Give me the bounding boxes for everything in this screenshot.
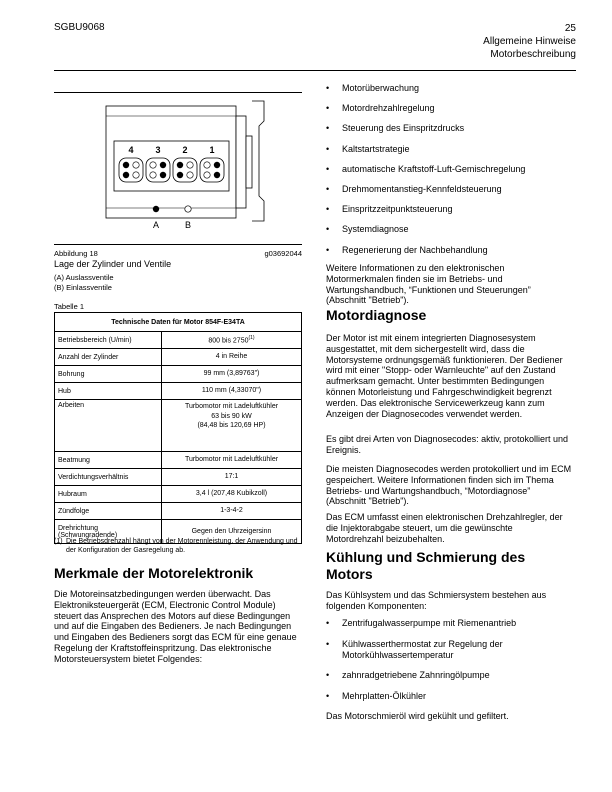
table-row xyxy=(55,383,302,400)
page-number: 25 xyxy=(564,23,576,34)
document-id: SGBU9068 xyxy=(54,22,105,33)
bullet: • xyxy=(326,143,330,154)
table-value: 110 mm (4,33070") xyxy=(162,383,302,400)
list-item-text: Kaltstartstrategie xyxy=(342,143,410,154)
spec-table xyxy=(54,312,302,544)
list-item xyxy=(326,83,572,103)
paragraph-kuehlung-closing: Das Motorschmieröl wird gekühlt und gefiltert. xyxy=(326,711,509,721)
table-value-line: 63 bis 90 kW xyxy=(211,412,252,420)
table-header: Technische Daten für Motor 854F-E34TA xyxy=(55,313,302,332)
table-key: Anzahl der Zylinder xyxy=(55,349,162,366)
table-value xyxy=(162,400,302,452)
table-row xyxy=(55,332,302,349)
paragraph-more-info: Weitere Informationen zu den elektronischen Motormerkmalen finden sie im Betriebs- und Wartungshandbuch, “Funktionen und Steuerungen” (Abschnitt "Betrieb"). xyxy=(326,263,531,306)
bullet: • xyxy=(326,638,330,649)
legend-item-b: (B) Einlassventile xyxy=(54,282,112,292)
legend-letter-b: B xyxy=(184,220,192,230)
figure-title: Lage der Zylinder und Ventile xyxy=(54,259,172,269)
table-row xyxy=(55,366,302,383)
bullet: • xyxy=(326,244,330,255)
table-label: Tabelle 1 xyxy=(54,302,85,311)
figure-number: Abbildung 18 xyxy=(54,249,98,258)
bullet: • xyxy=(326,224,330,235)
page-header-right xyxy=(483,22,576,61)
heading-merkmale: Merkmale der Motorelektronik xyxy=(54,565,254,581)
bullet: • xyxy=(326,204,330,215)
list-item-text: Motordrehzahlregelung xyxy=(342,103,435,114)
figure-bottom-rule xyxy=(54,244,302,245)
table-row xyxy=(55,486,302,503)
list-item-text: Systemdiagnose xyxy=(342,224,409,235)
table-value: 17:1 xyxy=(162,469,302,486)
table-row xyxy=(55,452,302,469)
paragraph-diagnose-1: Der Motor ist mit einem integrierten Diagnosesystem ausgestattet, mit dem sichergestellt wird, dass die Motorsysteme ordnungsgemäß funktionieren. Der Bediener wird mit einer "Stopp- oder Warnleuchte" auf den Zustand aufmerksam gemacht. Unter bestimmten Bedingungen können Motorleistung und Fahrgeschwindigkeit begrenzt werden. Das elektronische Servicewerkzeug kann zum Anzeigen der Diagnosecodes verwendet werden. xyxy=(326,333,563,419)
list-item-text: Drehmomentanstieg-Kennfeldsteuerung xyxy=(342,183,502,194)
list-item-text: Motorüberwachung xyxy=(342,83,420,93)
intake-valve-symbol xyxy=(185,206,191,212)
figure-top-rule xyxy=(54,92,302,93)
cylinder-number-label: 3 xyxy=(155,145,161,155)
list-item-text: Zentrifugalwasserpumpe mit Riemenantrieb xyxy=(342,618,517,628)
heading-motordiagnose: Motordiagnose xyxy=(326,307,427,323)
list-item xyxy=(326,144,572,164)
cylinder-number-label: 1 xyxy=(209,145,215,155)
table-key: Zündfolge xyxy=(55,503,162,520)
list-item xyxy=(326,691,572,702)
cylinder-number-label: 4 xyxy=(128,145,134,155)
table-key-line: (Schwungradende) xyxy=(58,531,118,539)
cylinder-valve-diagram xyxy=(54,96,302,242)
table-value: Turbomotor mit Ladeluftkühler xyxy=(162,452,302,469)
list-item xyxy=(326,670,572,681)
bullet: • xyxy=(326,123,330,134)
cylinder-3 xyxy=(146,158,170,182)
table-key: Bohrung xyxy=(55,366,162,383)
table-value: 3,4 l (207,48 Kubikzoll) xyxy=(162,486,302,503)
bullet: • xyxy=(326,83,330,93)
bullet: • xyxy=(326,670,330,680)
list-item xyxy=(326,245,572,265)
list-item xyxy=(326,103,572,123)
table-key-line: Drehrichtung xyxy=(58,524,99,532)
paragraph-diagnose-3: Die meisten Diagnosecodes werden protokolliert und im ECM gespeichert. Weitere Informationen finden sich im Thema Betriebs- und Wartungshandbuch, “Motordiagnose” (Abschnitt "Betrieb"). xyxy=(326,464,572,507)
table-value: Gegen den Uhrzeigersinn xyxy=(162,520,302,544)
figure-legend xyxy=(54,273,114,292)
list-item xyxy=(326,639,572,661)
subsection-title: Motorbeschreibung xyxy=(490,49,576,60)
list-item xyxy=(326,618,572,629)
paragraph-diagnose-2: Es gibt drei Arten von Diagnosecodes: aktiv, protokolliert und Ereignis. xyxy=(326,434,568,455)
list-item xyxy=(326,224,572,244)
footnote-ref: (1) xyxy=(248,335,255,342)
cylinder-1 xyxy=(200,158,224,182)
table-key: Hub xyxy=(55,383,162,400)
table-row xyxy=(55,469,302,486)
table-value-line: Turbomotor mit Ladeluftkühler xyxy=(184,403,279,410)
legend-item-a: (A) Auslassventile xyxy=(54,273,114,282)
paragraph-kuehlung-intro: Das Kühlsystem und das Schmiersystem bestehen aus folgenden Komponenten: xyxy=(326,590,547,611)
bullet: • xyxy=(326,163,330,174)
table-key: Arbeiten xyxy=(55,400,162,452)
bullet: • xyxy=(326,618,330,628)
section-title: Allgemeine Hinweise xyxy=(483,36,576,47)
table-header-row xyxy=(55,313,302,332)
table-value: 1-3-4-2 xyxy=(162,503,302,520)
heading-kuehlung: Kühlung und Schmierung des Motors xyxy=(326,549,526,582)
table-key: Betriebsbereich (U/min) xyxy=(55,332,162,349)
figure-id: g03692044 xyxy=(264,249,302,258)
table-key: Beatmung xyxy=(55,452,162,469)
list-item-text: Einspritzzeitpunktsteuerung xyxy=(342,204,453,215)
exhaust-valve-symbol xyxy=(153,206,159,212)
component-list xyxy=(326,618,572,711)
cylinder-4 xyxy=(119,158,143,182)
feature-list xyxy=(326,83,572,265)
paragraph-merkmale: Die Motoreinsatzbedingungen werden überwacht. Das Elektroniksteuergerät (ECM, Electronic Control Module) steuert das Ansprechen des Motors auf diese Bedingungen und auf die Eingaben des Bedieners. Je nach Bedingungen und Eingaben des Bedieners sorgt das ECM für eine genaue Regelung der Kraftstoffeinspritzung. Das elektronische Motorsteuersystem bietet Folgendes: xyxy=(54,589,297,664)
cylinder-number-label: 2 xyxy=(182,145,188,155)
table-row xyxy=(55,400,302,452)
list-item-text: automatische Kraftstoff-Luft-Gemischregelung xyxy=(342,163,526,174)
table-key: Hubraum xyxy=(55,486,162,503)
list-item xyxy=(326,184,572,204)
table-footnote xyxy=(54,537,302,555)
bullet: • xyxy=(326,183,330,194)
table-value: 4 in Reihe xyxy=(162,349,302,366)
list-item xyxy=(326,164,572,184)
table-value-text: 800 bis 2750 xyxy=(208,337,249,345)
table-key: Verdichtungsverhältnis xyxy=(55,469,162,486)
table-value xyxy=(162,332,302,349)
table-value-line: (84,48 bis 120,69 HP) xyxy=(197,422,266,429)
list-item-text: Steuerung des Einspritzdrucks xyxy=(342,123,465,134)
legend-letter-a: A xyxy=(152,220,160,230)
bullet: • xyxy=(326,103,330,114)
list-item-text: Kühlwasserthermostat zur Regelung der Motorkühlwassertemperatur xyxy=(342,638,503,660)
footnote-mark: (1) xyxy=(54,538,63,545)
paragraph-diagnose-4: Das ECM umfasst einen elektronischen Drehzahlregler, der die Injektorabgabe steuert, um die gewünschte Motordrehzahl beizubehalten. xyxy=(326,512,563,544)
list-item-text: zahnradgetriebene Zahnringölpumpe xyxy=(342,670,490,680)
table-value: 99 mm (3,89763") xyxy=(162,366,302,383)
list-item-text: Mehrplatten-Ölkühler xyxy=(342,690,427,701)
list-item xyxy=(326,204,572,224)
footnote-text: Die Betriebsdrehzahl hängt von der Motorennleistung, der Anwendung und der Konfiguration der Gasregelung ab. xyxy=(66,538,298,554)
bullet: • xyxy=(326,690,330,701)
header-rule xyxy=(54,70,576,71)
cylinder-2 xyxy=(173,158,197,182)
list-item-text: Regenerierung der Nachbehandlung xyxy=(342,244,488,255)
table-row xyxy=(55,349,302,366)
list-item xyxy=(326,123,572,143)
table-row xyxy=(55,503,302,520)
